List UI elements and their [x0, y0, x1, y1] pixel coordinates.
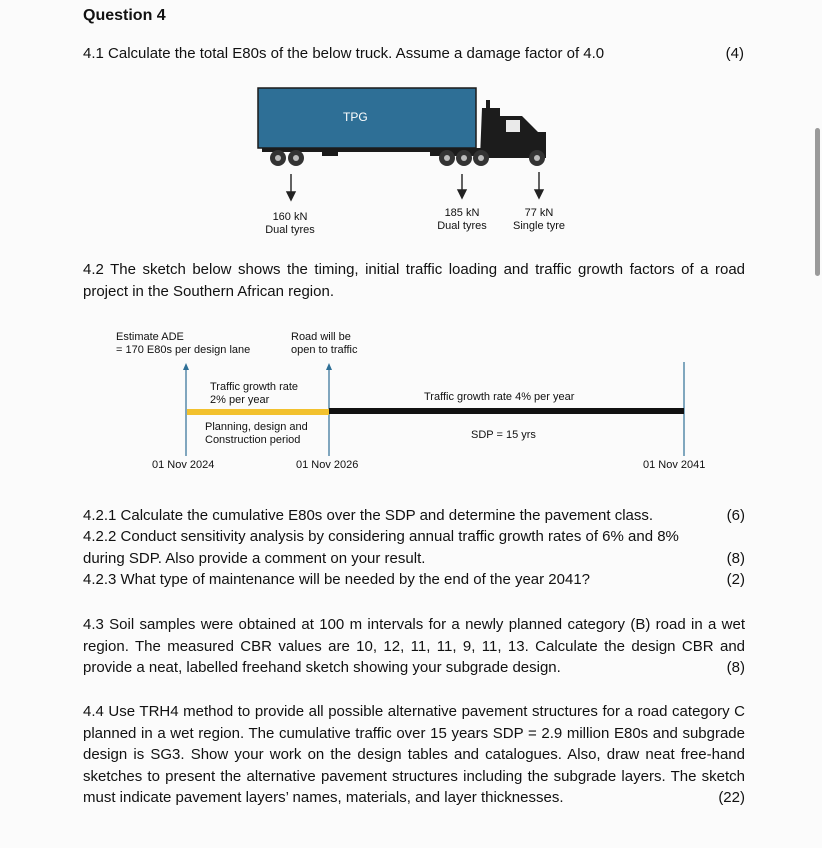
- open-label: [291, 331, 357, 357]
- question-4-3-text: 4.3 Soil samples were obtained at 100 m intervals for a newly planned category (B) road in a wet region. The measured CBR values are 10, 12, 11, 11, 9, 11, 13. Calculate the design CBR and provide a neat, labelled freehand sketch showing your subgrade design.: [83, 616, 745, 677]
- question-4-2-2-line-1: [83, 526, 745, 548]
- question-4-2-1-text: 4.2.1 Calculate the cumulative E80s over the SDP and determine the pavement class.: [83, 507, 654, 524]
- question-4-2-3-text: 4.2.3 What type of maintenance will be needed by the end of the year 2041?: [83, 571, 591, 588]
- axle1-label: [258, 211, 322, 237]
- fifth-wheel: [430, 150, 480, 156]
- growth2-label: Traffic growth rate 4% per year: [424, 391, 575, 403]
- sdp-period-bar: [329, 408, 684, 414]
- planning-line-2: Construction period: [205, 434, 301, 446]
- question-4-4-text: 4.4 Use TRH4 method to provide all possible alternative pavement structures for a road category C planned in a wet region. The cumulative traffic over 15 years SDP = 2.9 million E80s and subgrade design is SG3. Show your work on the design tables and catalogues. Also, draw neat free-hand sketches to present the alternative pavement structures including the subgrade layers. The sketch must indicate pavement layers’ names, materials, and layer thicknesses.: [83, 703, 745, 807]
- axle2-load: 185 kN: [444, 207, 480, 219]
- question-4-2-2-marks: (8): [726, 550, 745, 567]
- vertical-scrollbar[interactable]: [815, 128, 820, 276]
- axle3-load: 77 kN: [524, 207, 554, 219]
- axle3-type: Single tyre: [513, 220, 565, 232]
- ade-label: [116, 331, 250, 357]
- drive-axle-wheels: [439, 150, 489, 166]
- growth1-label: [210, 381, 298, 407]
- growth1-line-2: 2% per year: [210, 394, 270, 406]
- question-4-3: [83, 614, 745, 679]
- planning-label: [205, 421, 308, 447]
- question-4-2-2-line-2: [83, 548, 745, 570]
- trailer-axle-wheels: [270, 150, 304, 166]
- cab-window: [506, 120, 520, 132]
- open-line-1: Road will be: [291, 331, 351, 343]
- planning-period-bar: [187, 409, 329, 415]
- planning-line-1: Planning, design and: [205, 421, 308, 433]
- question-4-1-text: 4.1 Calculate the total E80s of the below truck. Assume a damage factor of 4.0: [83, 45, 605, 62]
- date-start: 01 Nov 2024: [152, 459, 215, 471]
- axle1-load: 160 kN: [272, 211, 308, 223]
- question-4-2-text: 4.2 The sketch below shows the timing, initial traffic loading and traffic growth factors of a road project in the Southern African region.: [83, 261, 745, 300]
- question-heading: Question 4: [83, 7, 166, 24]
- growth1-line-1: Traffic growth rate: [210, 381, 299, 393]
- landing-gear: [322, 150, 338, 156]
- exhaust-stack: [486, 100, 490, 110]
- open-line-2: open to traffic: [291, 344, 358, 356]
- question-4-2-1: [83, 505, 745, 527]
- ade-line-2: = 170 E80s per design lane: [116, 344, 251, 356]
- sdp-label: SDP = 15 yrs: [471, 429, 536, 441]
- axle2-type: Dual tyres: [437, 220, 487, 232]
- question-4-2-3-marks: (2): [726, 571, 745, 588]
- date-end: 01 Nov 2041: [643, 459, 706, 471]
- axle1-type: Dual tyres: [265, 224, 315, 236]
- date-open: 01 Nov 2026: [296, 459, 359, 471]
- question-4-4-marks: (22): [718, 789, 745, 807]
- question-4-2-3: [83, 569, 745, 591]
- trailer-label: TPG: [343, 110, 368, 124]
- steer-axle-wheel: [529, 150, 545, 166]
- axle3-label: [508, 207, 570, 233]
- question-4-2-2-text-2: during SDP. Also provide a comment on your result.: [83, 550, 426, 567]
- axle2-label: [432, 207, 492, 233]
- ade-line-1: Estimate ADE: [116, 331, 184, 343]
- question-4-2-2-text-1: 4.2.2 Conduct sensitivity analysis by considering annual traffic growth rates of 6% and 8%: [83, 528, 679, 545]
- question-4-1-marks: (4): [725, 45, 744, 62]
- question-4-4: [83, 701, 745, 809]
- question-4-2-1-marks: (6): [726, 507, 745, 524]
- question-4-3-marks: (8): [726, 659, 745, 677]
